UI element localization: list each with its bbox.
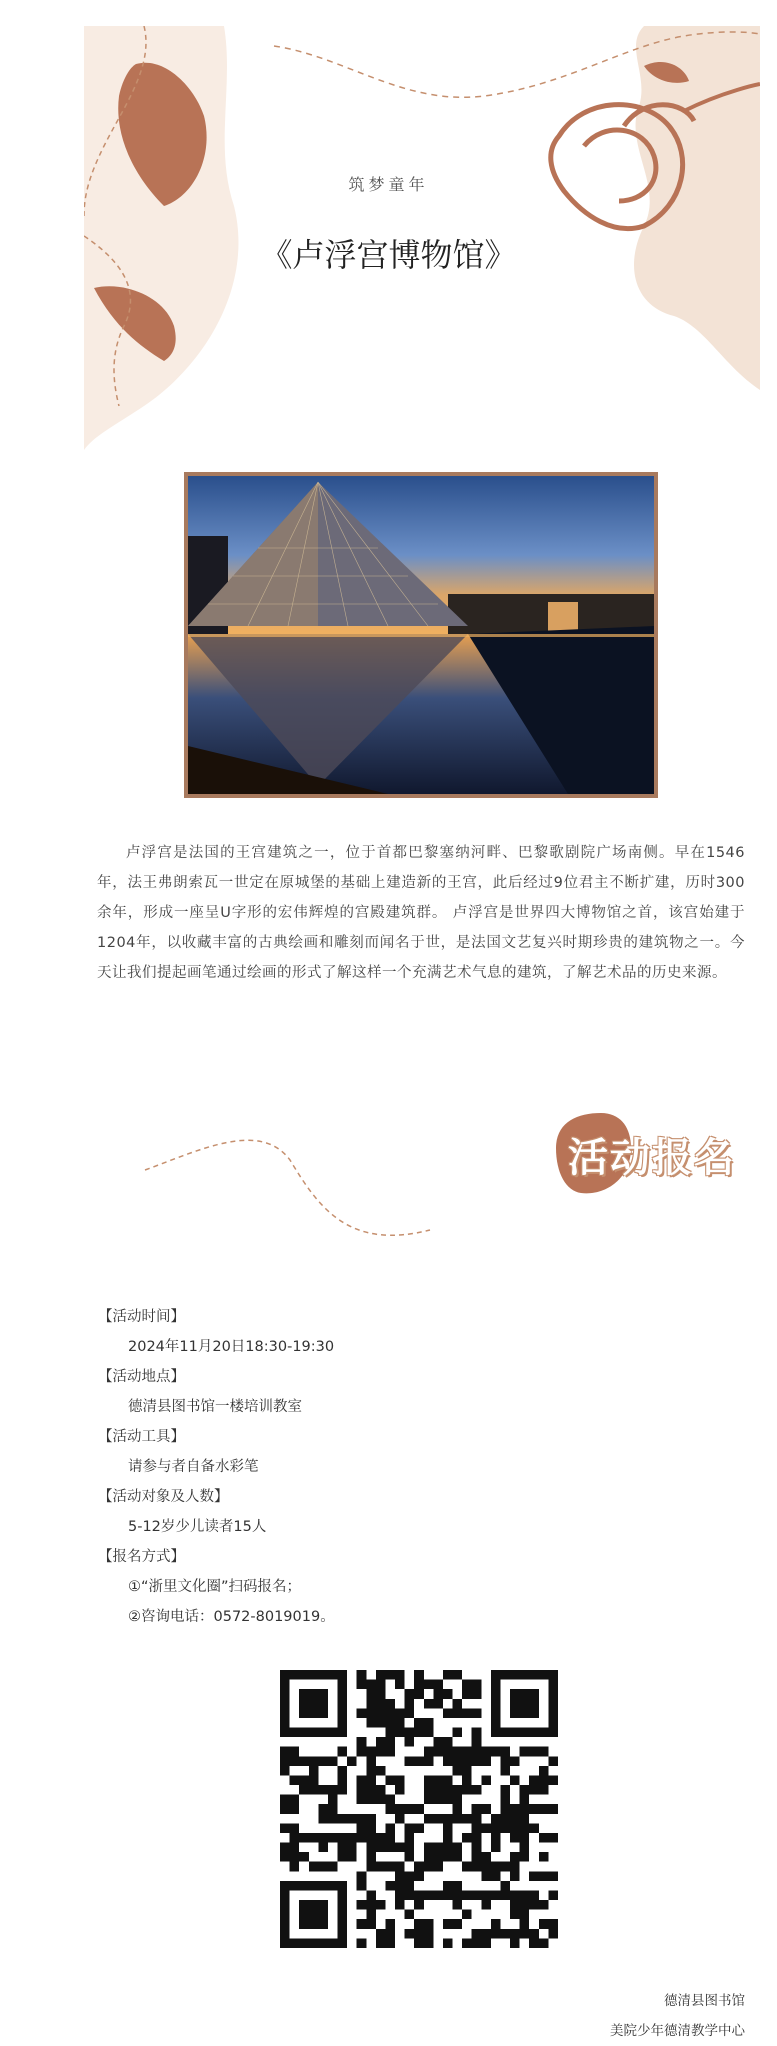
method-1: ①“浙里文化圈”扫码报名； xyxy=(128,1579,302,1595)
tools-value: 请参与者自备水彩笔 xyxy=(128,1459,259,1475)
page-title: 《卢浮宫博物馆》 xyxy=(260,236,517,274)
audience-value: 5-12岁少儿读者15人 xyxy=(128,1519,267,1535)
place-value: 德清县图书馆一楼培训教室 xyxy=(128,1399,302,1415)
method-2: ②咨询电话：0572-8019019。 xyxy=(128,1609,335,1625)
signup-heading: 活动报名 xyxy=(568,1135,736,1181)
dashed-curve-decoration xyxy=(140,1130,440,1250)
place-label: 【活动地点】 xyxy=(98,1369,185,1385)
organizers xyxy=(610,1986,745,2046)
organizer-1: 德清县图书馆 xyxy=(664,1993,745,2009)
method-label: 【报名方式】 xyxy=(98,1549,185,1565)
header-subtitle: 筑梦童年 xyxy=(348,175,429,194)
time-value: 2024年11月20日18:30-19:30 xyxy=(128,1339,335,1355)
organizer-2: 美院少年德清教学中心 xyxy=(610,2023,745,2039)
qr-code[interactable] xyxy=(280,1668,558,1950)
audience-label: 【活动对象及人数】 xyxy=(98,1489,229,1505)
louvre-pyramid-image xyxy=(188,476,654,794)
tools-label: 【活动工具】 xyxy=(98,1429,185,1445)
time-label: 【活动时间】 xyxy=(98,1309,185,1325)
activity-info xyxy=(98,1302,658,1632)
photo-frame xyxy=(184,472,658,798)
intro-paragraph: 卢浮宫是法国的王宫建筑之一，位于首都巴黎塞纳河畔、巴黎歌剧院广场南侧。早在1546年，法王弗朗索瓦一世定在原城堡的基础上建造新的王宫，此后经过9位君主不断扩建，历时300余年，形成一座呈U字形的宏伟辉煌的宫殿建筑群。 卢浮宫是世界四大博物馆之首，该宫始建于1204年，以收藏丰富的古典绘画和雕刻而闻名于世，是法国文艺复兴时期珍贵的建筑物之一。今天让我们提起画笔通过绘画的形式了解这样一个充满艺术气息的建筑，了解艺术品的历史来源。 xyxy=(97,845,745,981)
